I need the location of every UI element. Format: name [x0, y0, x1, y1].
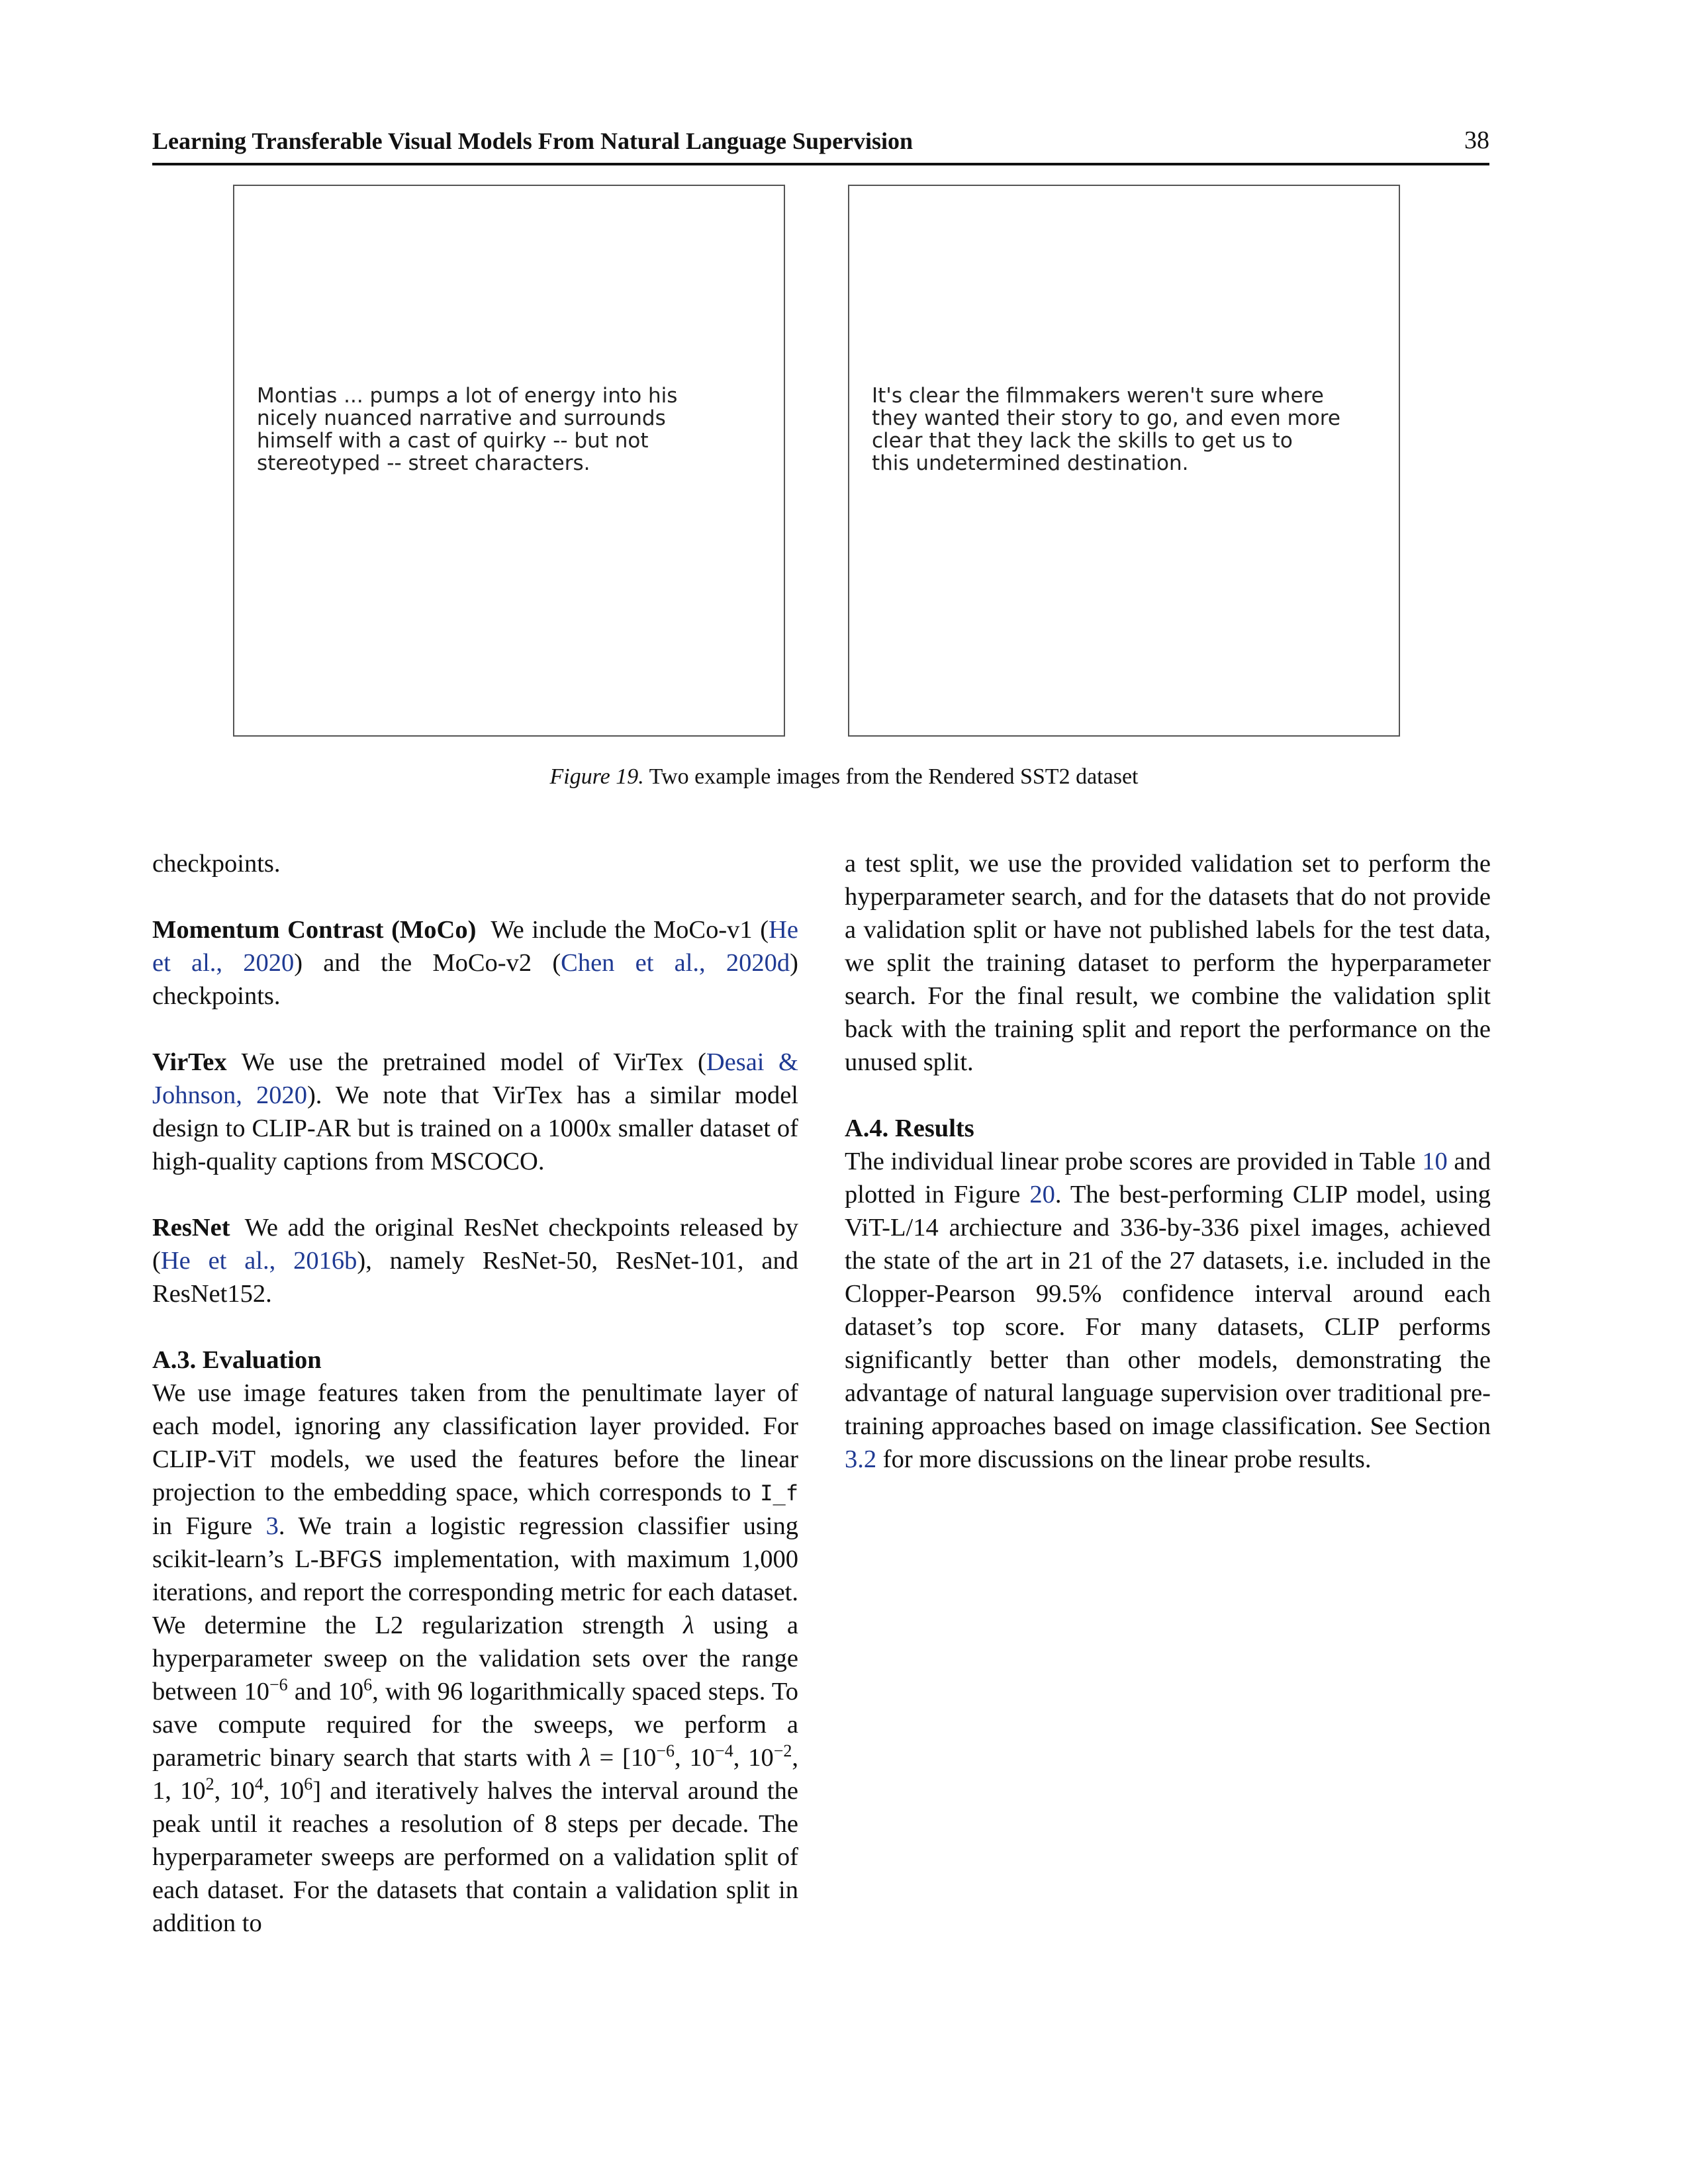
text-run: . The best-performing CLIP model, using ViT-L/14 archiecture and 336-by-336 pixel images, achieved the state of the art in 21 of the 27 datasets, i.e. included in the Clopper-Pearson 99.5% confidence interval around each dataset’s top score. For many datasets, CLIP performs significantly better than other models, demonstrating the advantage of natural language supervision over traditional pre-training approaches based on image classification. See Section: [845, 1181, 1491, 1440]
math-term: , 1, 10: [152, 1744, 799, 1805]
section-heading-results: A.4. Results: [845, 1115, 974, 1142]
section-ref-link[interactable]: 3.2: [845, 1445, 877, 1473]
text-run: ) and the MoCo-v2 (: [294, 949, 561, 977]
figure-caption-label: Figure 19.: [549, 764, 644, 789]
math-lambda: λ: [579, 1744, 591, 1772]
paragraph-resnet: [152, 1211, 798, 1310]
math-term: 10: [244, 1678, 269, 1706]
virtex-heading: VirTex: [152, 1048, 227, 1076]
text-run: using a hyperparameter sweep on the validation sets over the range between: [152, 1612, 798, 1706]
figure-caption-text: Two example images from the Rendered SST2 dataset: [649, 764, 1139, 789]
text-run: We add the original ResNet checkpoints released by (: [152, 1214, 798, 1275]
text-run: and: [287, 1678, 338, 1706]
running-header: [152, 124, 1489, 165]
text-run: . We train a logistic regression classifier using scikit-learn’s L-BFGS implementation, with maximum 1,000 iterations, and report the corresponding metric for each dataset. We determine the L2 regularization strength: [152, 1512, 799, 1639]
math-exponent: 6: [304, 1774, 313, 1794]
figure-ref-link[interactable]: 20: [1029, 1181, 1055, 1208]
table-ref-link[interactable]: 10: [1422, 1148, 1448, 1175]
figure-image-left: [233, 185, 785, 737]
math-term: , 10: [263, 1777, 305, 1805]
citation-link[interactable]: Chen et al., 2020d: [561, 949, 790, 977]
paragraph-checkpoints: checkpoints.: [152, 850, 281, 878]
figure-image-left-text: Montias ... pumps a lot of energy into his nicely nuanced narrative and surrounds himself with a cast of quirky -- but not stereotyped -- street characters.: [257, 384, 678, 475]
math-term: ]: [312, 1777, 322, 1805]
moco-heading: Momentum Contrast (MoCo): [152, 916, 477, 944]
text-run: The individual linear probe scores are provided in Table: [845, 1148, 1423, 1175]
resnet-heading: ResNet: [152, 1214, 230, 1242]
math-lambda: λ: [683, 1612, 694, 1639]
page-number: 38: [1464, 126, 1489, 154]
text-run: We use image features taken from the penultimate layer of each model, ignoring any classification layer provided. For CLIP-ViT models, we used the features before the linear projection to the embedding space, which corresponds to: [152, 1379, 798, 1506]
math-term: , 10: [675, 1744, 716, 1772]
math-term: = [: [590, 1744, 631, 1772]
text-run: We use the pretrained model of VirTex (: [241, 1048, 706, 1076]
paragraph-results: [845, 1145, 1491, 1476]
text-run: ). We note that VirTex has a similar model design to CLIP-AR but is trained on a 1000x smaller dataset of high-quality captions from MSCOCO.: [152, 1081, 798, 1175]
math-term: , 10: [733, 1744, 774, 1772]
paragraph-virtex: [152, 1046, 798, 1178]
text-run: and iteratively halves the interval around the peak until it reaches a resolution of 8 steps per decade. The hyperparameter sweeps are performed on a validation split of each dataset. For the datasets that contain a validation split in addition to: [152, 1777, 799, 1937]
paragraph-evaluation-continued: a test split, we use the provided validation set to perform the hyperparameter search, and for the datasets that do not provide a validation split or have not published labels for the test data, we split the training dataset to perform the hyperparameter search. For the final result, we combine the validation split back with the training split and report the performance on the unused split.: [845, 850, 1491, 1076]
text-run: in Figure: [152, 1512, 266, 1540]
text-run: ) checkpoints.: [152, 949, 798, 1010]
text-run: , with 96 logarithmically spaced steps. To save compute required for the sweeps, we perform a parametric binary search that starts with: [152, 1678, 798, 1772]
code-var: I_f: [760, 1480, 798, 1506]
paragraph-evaluation: [152, 1377, 798, 1940]
figure-ref-link[interactable]: 3: [265, 1512, 279, 1540]
figure-image-right: [848, 185, 1400, 737]
math-exponent: −2: [773, 1741, 792, 1760]
figure-caption: [0, 764, 1688, 790]
text-run: ), namely ResNet-50, ResNet-101, and ResNet152.: [152, 1247, 798, 1308]
paragraph-moco: [152, 913, 798, 1013]
math-exponent: −6: [269, 1675, 288, 1694]
math-exponent: 6: [363, 1675, 373, 1694]
text-run: for more discussions on the linear probe results.: [876, 1445, 1372, 1473]
text-run: and plotted in Figure: [845, 1148, 1491, 1208]
header-title: Learning Transferable Visual Models From Natural Language Supervision: [152, 128, 914, 154]
math-exponent: −6: [656, 1741, 675, 1760]
math-term: 10: [630, 1744, 657, 1772]
right-column: [845, 847, 1491, 1476]
citation-link[interactable]: He et al., 2016b: [160, 1247, 357, 1275]
figure-image-right-text: It's clear the filmmakers weren't sure where they wanted their story to go, and even more clear that they lack the skills to get us to this undetermined destination.: [872, 384, 1340, 475]
left-column: [152, 847, 798, 1940]
text-run: We include the MoCo-v1 (: [491, 916, 769, 944]
math-exponent: −4: [715, 1741, 733, 1760]
math-term: , 10: [214, 1777, 255, 1805]
citation-link[interactable]: Desai & Johnson, 2020: [152, 1048, 798, 1109]
math-exponent: 2: [205, 1774, 214, 1794]
section-heading-evaluation: A.3. Evaluation: [152, 1346, 322, 1374]
math-term: 10: [338, 1678, 364, 1706]
math-exponent: 4: [254, 1774, 263, 1794]
citation-link[interactable]: He et al., 2020: [152, 916, 798, 977]
